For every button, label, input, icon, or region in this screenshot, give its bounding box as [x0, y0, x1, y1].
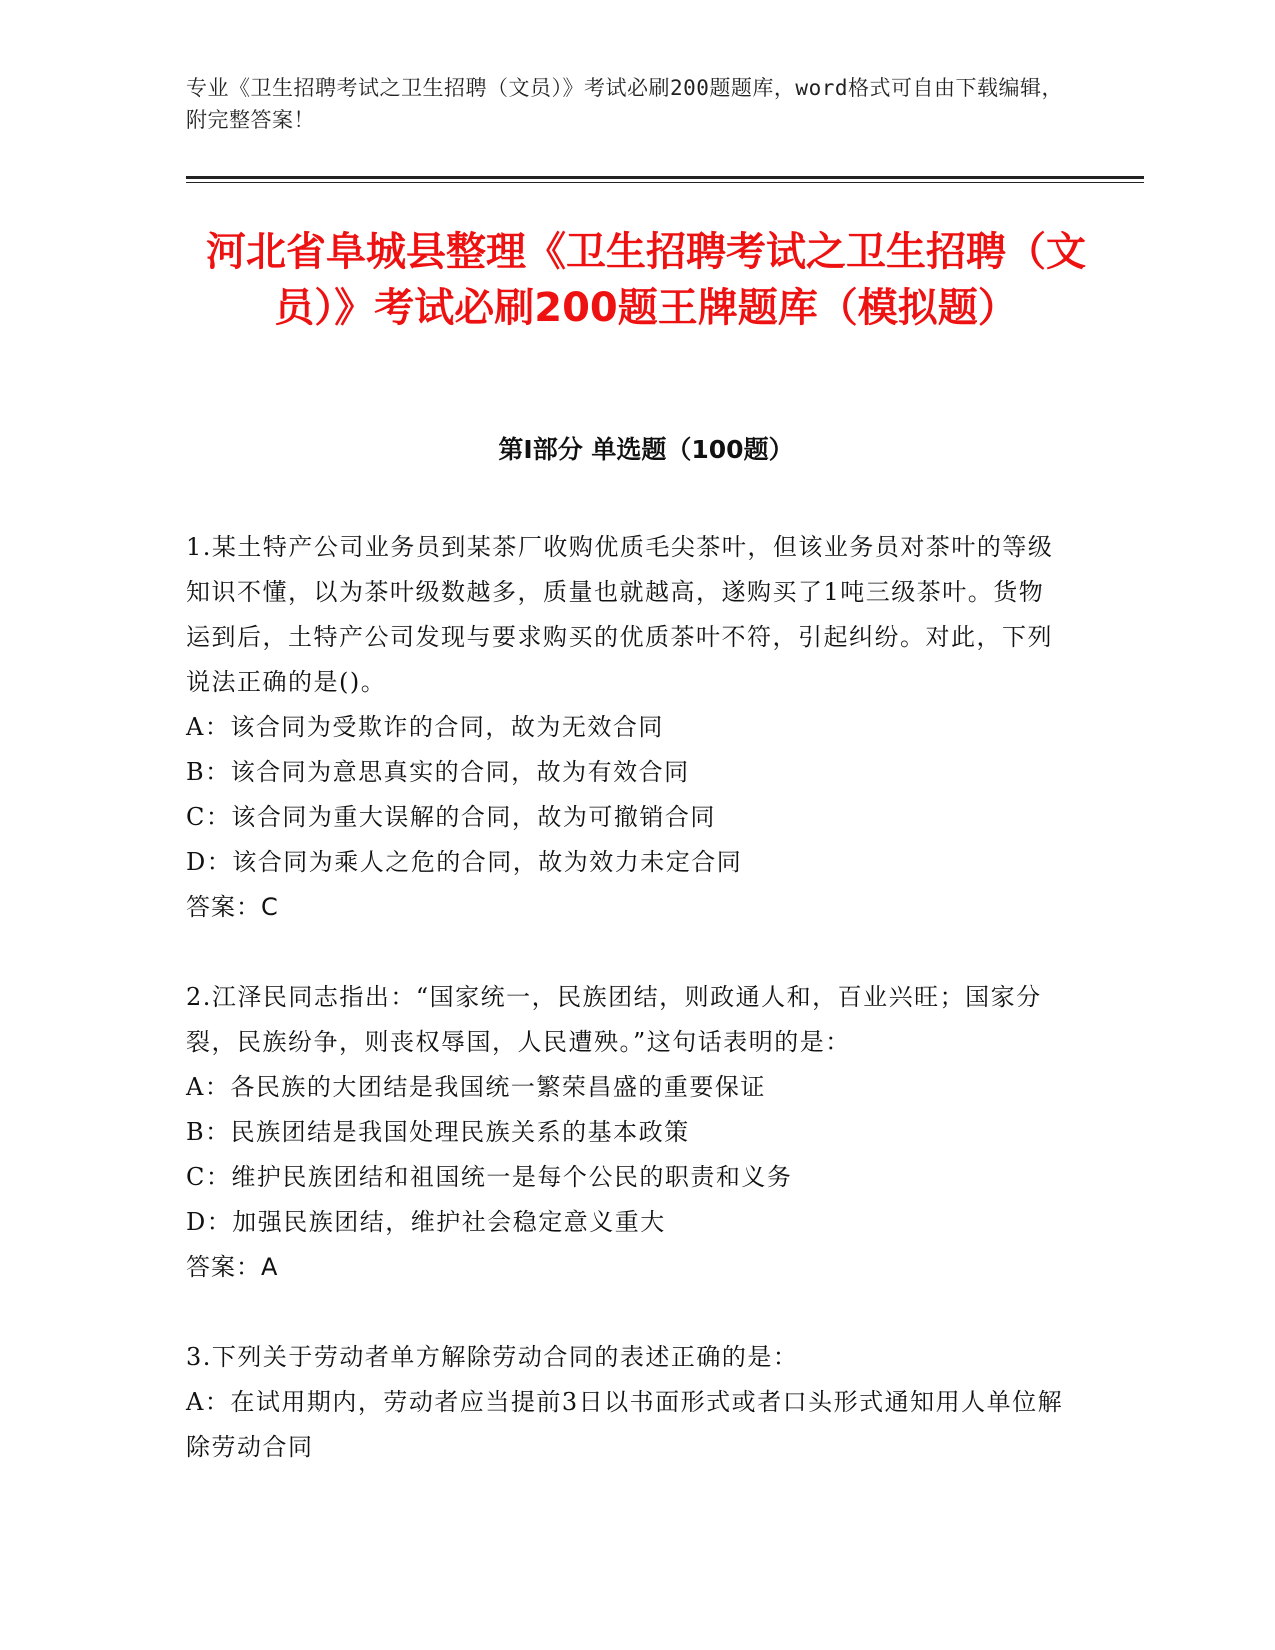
option-b: B：民族团结是我国处理民族关系的基本政策	[186, 1118, 690, 1146]
question-stem: 2.江泽民同志指出：“国家统一，民族团结，则政通人和，百业兴旺；国家分裂，民族纷争，则丧权辱国，人民遭殃。”这句话表明的是：	[186, 983, 1042, 1056]
option-c: C：维护民族团结和祖国统一是每个公民的职责和义务	[186, 1163, 793, 1191]
answer-label: 答案：	[186, 893, 261, 921]
option-d: D：加强民族团结，维护社会稳定意义重大	[186, 1208, 666, 1236]
option-a: A：在试用期内，劳动者应当提前3日以书面形式或者口头形式通知用人单位解除劳动合同	[186, 1388, 1064, 1461]
question-list	[186, 525, 1066, 1515]
option-d: D：该合同为乘人之危的合同，故为效力未定合同	[186, 848, 743, 876]
question-3	[186, 1335, 1066, 1470]
answer-value: C	[261, 893, 279, 921]
option-a: A：各民族的大团结是我国统一繁荣昌盛的重要保证	[186, 1073, 766, 1101]
answer-value: A	[261, 1253, 279, 1281]
header-note: 专业《卫生招聘考试之卫生招聘（文员）》考试必刷200题题库，word格式可自由下载编辑，附完整答案！	[186, 76, 1063, 132]
option-c: C：该合同为重大误解的合同，故为可撤销合同	[186, 803, 716, 831]
answer-line	[186, 1245, 1066, 1290]
question-1	[186, 525, 1066, 930]
option-a: A：该合同为受欺诈的合同，故为无效合同	[186, 713, 664, 741]
answer-line	[186, 885, 1066, 930]
header-divider-thin	[186, 182, 1144, 183]
question-2	[186, 975, 1066, 1290]
header-divider-thick	[186, 176, 1144, 179]
section-title: 第Ⅰ部分 单选题（100题）	[498, 435, 794, 464]
question-stem: 1.某土特产公司业务员到某茶厂收购优质毛尖茶叶，但该业务员对茶叶的等级知识不懂，以为茶叶级数越多，质量也就越高，遂购买了1吨三级茶叶。货物运到后，土特产公司发现与要求购买的优质茶叶不符，引起纠纷。对此，下列说法正确的是()。	[186, 533, 1054, 696]
question-stem: 3.下列关于劳动者单方解除劳动合同的表述正确的是：	[186, 1343, 799, 1371]
answer-label: 答案：	[186, 1253, 261, 1281]
document-title: 河北省阜城县整理《卫生招聘考试之卫生招聘（文员）》考试必刷200题王牌题库（模拟题）	[206, 229, 1086, 331]
option-b: B：该合同为意思真实的合同，故为有效合同	[186, 758, 690, 786]
